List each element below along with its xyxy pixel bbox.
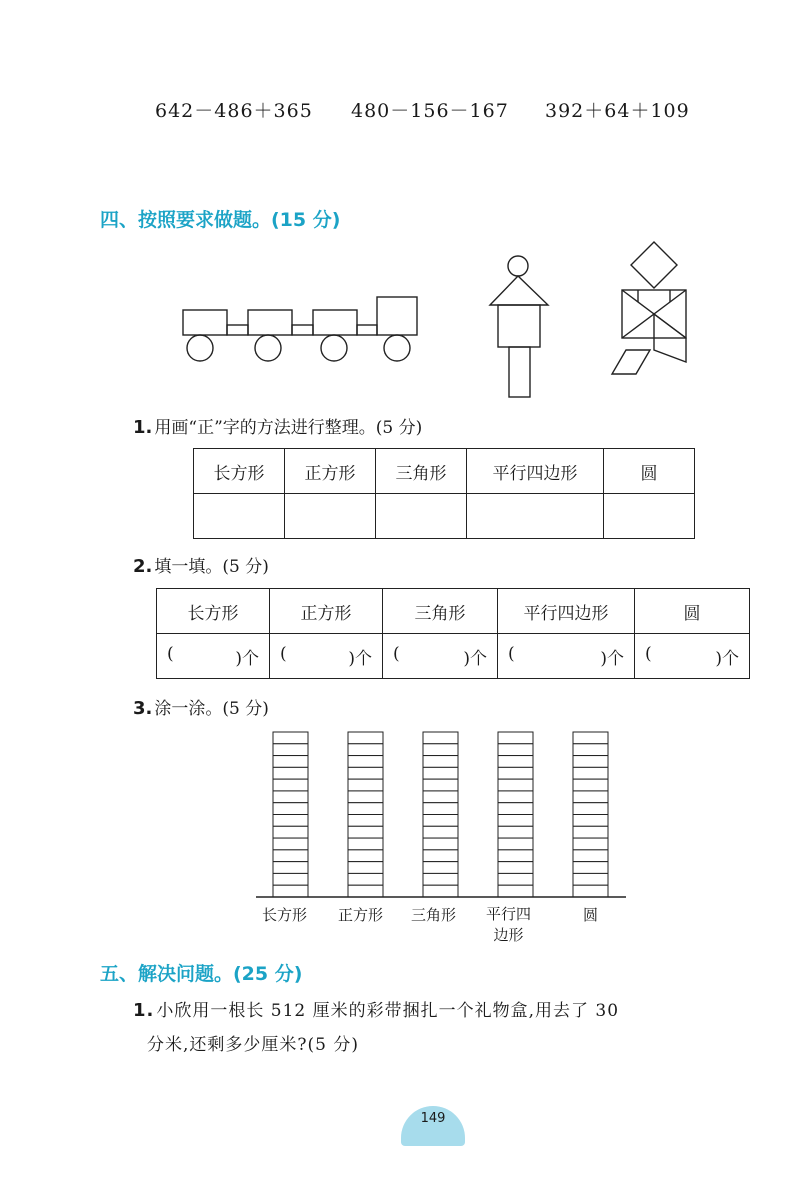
bar-square[interactable] (573, 885, 608, 897)
count-cell-rectangle[interactable]: ( )个 (157, 634, 270, 679)
bar-square[interactable] (273, 826, 308, 838)
bar-label-circle: 圆 (583, 906, 599, 924)
bar-square[interactable] (273, 885, 308, 897)
bar-square[interactable] (423, 862, 458, 874)
bar-square[interactable] (498, 756, 533, 768)
bar-square[interactable] (273, 756, 308, 768)
bar-square[interactable] (423, 885, 458, 897)
question-text: 填一填。(5 分) (154, 557, 269, 577)
bar-square[interactable] (423, 744, 458, 756)
question-5-1 (133, 994, 619, 1062)
bar-square[interactable] (573, 756, 608, 768)
bar-square[interactable] (348, 850, 383, 862)
bar-square[interactable] (498, 803, 533, 815)
bar-square[interactable] (573, 826, 608, 838)
bar-square[interactable] (498, 850, 533, 862)
bar-square[interactable] (498, 873, 533, 885)
section-5-title: 五、解决问题。(25 分) (100, 963, 303, 985)
count-header-rectangle: 长方形 (157, 589, 270, 634)
bar-square[interactable] (348, 838, 383, 850)
bar-square[interactable] (498, 791, 533, 803)
bar-square[interactable] (273, 873, 308, 885)
bar-square[interactable] (423, 815, 458, 827)
bar-square[interactable] (423, 779, 458, 791)
bar-square[interactable] (348, 815, 383, 827)
bar-square[interactable] (273, 767, 308, 779)
tally-header-square: 正方形 (285, 449, 376, 494)
bar-square[interactable] (423, 838, 458, 850)
tally-header-circle: 圆 (604, 449, 695, 494)
count-cell-circle[interactable]: ( )个 (635, 634, 750, 679)
bar-square[interactable] (573, 838, 608, 850)
bar-square[interactable] (573, 732, 608, 744)
bar-square[interactable] (348, 732, 383, 744)
bar-square[interactable] (348, 826, 383, 838)
bar-square[interactable] (498, 732, 533, 744)
bar-square[interactable] (273, 744, 308, 756)
bar-square[interactable] (273, 779, 308, 791)
expression-3: 392＋64＋109 (545, 100, 690, 122)
bar-square[interactable] (498, 826, 533, 838)
bar-square[interactable] (273, 815, 308, 827)
page-number-badge (401, 1106, 465, 1146)
question-text: 涂一涂。(5 分) (154, 699, 269, 719)
count-header-circle: 圆 (635, 589, 750, 634)
bar-square[interactable] (498, 862, 533, 874)
bar-square[interactable] (273, 862, 308, 874)
count-header-parallelogram: 平行四边形 (498, 589, 635, 634)
question-number: 1. (133, 1000, 155, 1021)
page-number: 149 (420, 1111, 446, 1126)
bar-square[interactable] (573, 744, 608, 756)
tally-header-parallelogram: 平行四边形 (467, 449, 604, 494)
bar-square[interactable] (273, 732, 308, 744)
bar-square[interactable] (348, 803, 383, 815)
bar-square[interactable] (348, 885, 383, 897)
question-number: 3. (133, 698, 153, 719)
count-header-triangle: 三角形 (383, 589, 498, 634)
question-text-line2: 分米,还剩多少厘米?(5 分) (147, 1035, 360, 1055)
bar-label-triangle: 三角形 (411, 906, 457, 924)
question-number: 2. (133, 556, 153, 577)
bar-square[interactable] (423, 850, 458, 862)
bar-square[interactable] (573, 791, 608, 803)
tally-header-triangle: 三角形 (376, 449, 467, 494)
question-number: 1. (133, 417, 153, 438)
tally-header-rectangle: 长方形 (194, 449, 285, 494)
bar-square[interactable] (573, 779, 608, 791)
bar-square[interactable] (498, 779, 533, 791)
bar-square[interactable] (498, 744, 533, 756)
section-4-title: 四、按照要求做题。(15 分) (100, 209, 341, 231)
bar-square[interactable] (273, 850, 308, 862)
expression-1: 642－486＋365 (155, 100, 313, 122)
expression-2: 480－156－167 (351, 100, 509, 122)
bar-square[interactable] (423, 767, 458, 779)
bar-square[interactable] (573, 767, 608, 779)
bar-square[interactable] (348, 873, 383, 885)
count-header-square: 正方形 (270, 589, 383, 634)
bar-square[interactable] (423, 756, 458, 768)
bar-square[interactable] (573, 815, 608, 827)
bar-label-square: 正方形 (338, 906, 384, 924)
bar-square[interactable] (423, 803, 458, 815)
bar-label-parallelogram: 平行四 边形 (486, 905, 532, 944)
bar-square[interactable] (273, 803, 308, 815)
bar-square[interactable] (573, 803, 608, 815)
bar-square[interactable] (273, 791, 308, 803)
bar-square[interactable] (423, 791, 458, 803)
bar-square[interactable] (348, 767, 383, 779)
bar-square[interactable] (498, 767, 533, 779)
bar-square[interactable] (348, 791, 383, 803)
question-text-line1: 小欣用一根长 512 厘米的彩带捆扎一个礼物盒,用去了 30 (156, 1001, 620, 1021)
bar-square[interactable] (348, 862, 383, 874)
bar-square[interactable] (423, 732, 458, 744)
bar-square[interactable] (573, 850, 608, 862)
count-cell-parallelogram[interactable]: ( )个 (498, 634, 635, 679)
bar-square[interactable] (348, 744, 383, 756)
bar-square[interactable] (423, 873, 458, 885)
question-text: 用画“正”字的方法进行整理。(5 分) (154, 418, 423, 438)
bar-square[interactable] (273, 838, 308, 850)
bar-square[interactable] (498, 838, 533, 850)
bar-label-rectangle: 长方形 (262, 906, 308, 924)
count-cell-square[interactable]: ( )个 (270, 634, 383, 679)
bar-square[interactable] (498, 885, 533, 897)
bar-square[interactable] (423, 826, 458, 838)
bar-square[interactable] (498, 815, 533, 827)
bar-square[interactable] (348, 779, 383, 791)
bar-square[interactable] (573, 873, 608, 885)
bar-square[interactable] (348, 756, 383, 768)
count-cell-triangle[interactable]: ( )个 (383, 634, 498, 679)
bar-square[interactable] (573, 862, 608, 874)
